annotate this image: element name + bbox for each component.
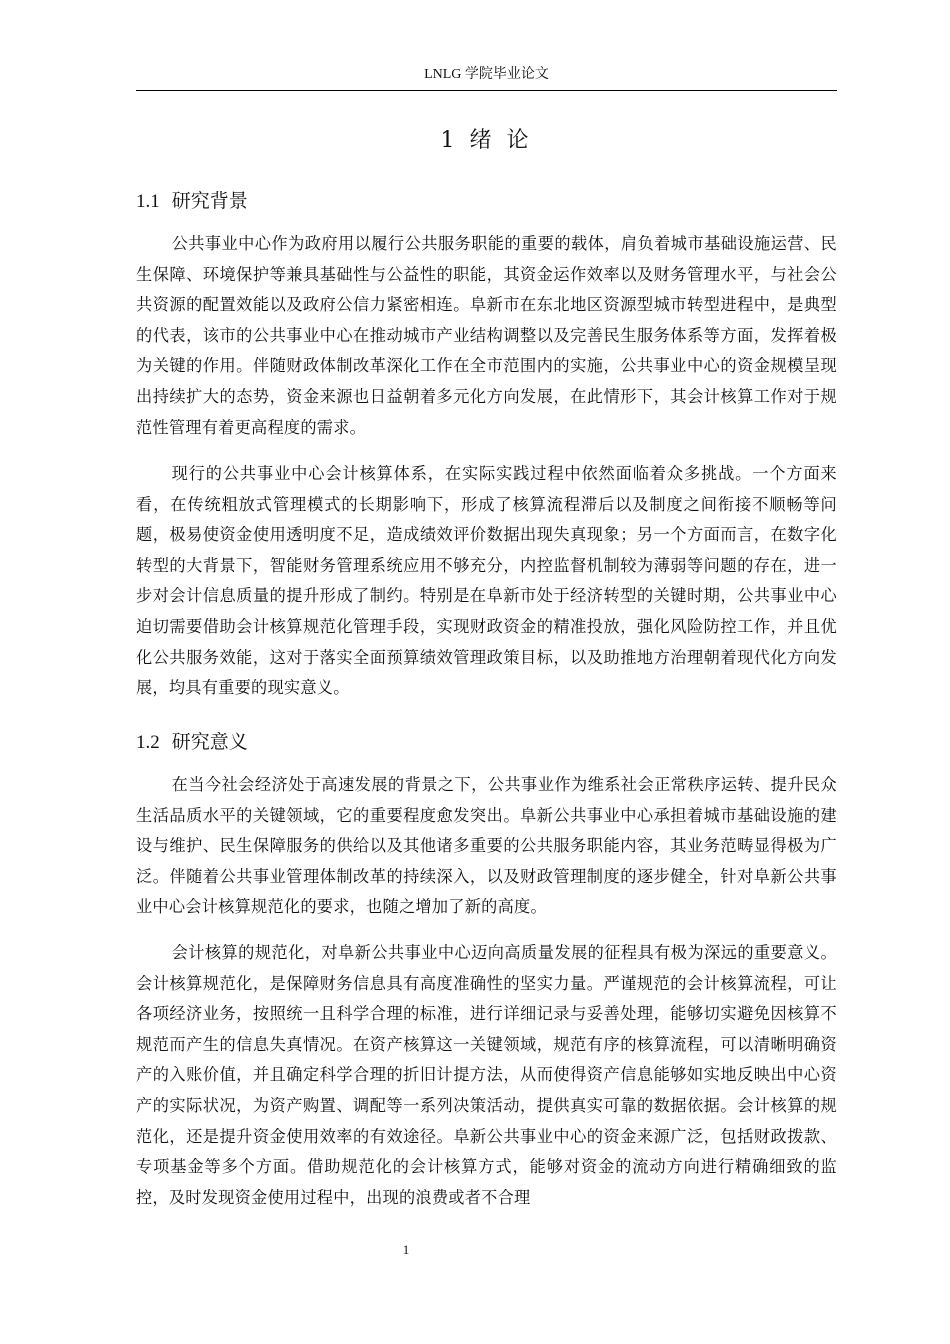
paragraph-significance-1: 在当今社会经济处于高速发展的背景之下，公共事业作为维系社会正常秩序运转、提升民众生活品质水平的关键领域，它的重要程度愈发突出。阜新公共事业中心承担着城市基础设施的建设与维护、民生保障服务的供给以及其他诸多重要的公共服务职能内容，其业务范畴显得极为广泛。伴随着公共事业管理体制改革的持续深入，以及财政管理制度的逐步健全，针对阜新公共事业中心会计核算规范化的要求，也随之增加了新的高度。: [136, 775, 837, 917]
page-number: 1: [402, 1242, 410, 1257]
section-heading-1-1: [136, 187, 248, 216]
section-heading-1-2: [136, 728, 248, 757]
running-header-title: LNLG 学院毕业论文: [424, 67, 549, 82]
section-number: 1.2: [136, 732, 160, 753]
paragraph-background-2: 现行的公共事业中心会计核算体系，在实际实践过程中依然面临着众多挑战。一个方面来看，在传统粗放式管理模式的长期影响下，形成了核算流程滞后以及制度之间衔接不顺畅等问题，极易使资金使用透明度不足，造成绩效评价数据出现失真现象；另一个方面而言，在数字化转型的大背景下，智能财务管理系统应用不够充分，内控监督机制较为薄弱等问题的存在，进一步对会计信息质量的提升形成了制约。特别是在阜新市处于经济转型的关键时期，公共事业中心迫切需要借助会计核算规范化管理手段，实现财政资金的精准投放，强化风险防控工作，并且优化公共服务效能，这对于落实全面预算绩效管理政策目标，以及助推地方治理朝着现代化方向发展，均具有重要的现实意义。: [136, 464, 837, 698]
chapter-title: 1 绪 论: [440, 128, 533, 153]
running-header: [136, 66, 837, 91]
paragraph-significance-2: 会计核算的规范化，对阜新公共事业中心迈向高质量发展的征程具有极为深远的重要意义。会计核算规范化，是保障财务信息具有高度准确性的坚实力量。严谨规范的会计核算流程，可让各项经济业务，按照统一且科学合理的标准，进行详细记录与妥善处理，能够切实避免因核算不规范而产生的信息失真情况。在资产核算这一关键领域，规范有序的核算流程，可以清晰明确资产的入账价值，并且确定科学合理的折旧计提方法，从而使得资产信息能够如实地反映出中心资产的实际状况，为资产购置、调配等一系列决策活动，提供真实可靠的数据依据。会计核算的规范化，还是提升资金使用效率的有效途径。阜新公共事业中心的资金来源广泛，包括财政拨款、专项基金等多个方面。借助规范化的会计核算方式，能够对资金的流动方向进行精确细致的监控，及时发现资金使用过程中，出现的浪费或者不合理: [136, 943, 837, 1207]
section-title: 研究背景: [171, 190, 248, 212]
section-title: 研究意义: [171, 731, 248, 753]
section-number: 1.1: [136, 191, 160, 212]
paragraph-background-1: 公共事业中心作为政府用以履行公共服务职能的重要的载体，肩负着城市基础设施运营、民生保障、环境保护等兼具基础性与公益性的职能，其资金运作效率以及财务管理水平，与社会公共资源的配置效能以及政府公信力紧密相连。阜新市在东北地区资源型城市转型进程中，是典型的代表，该市的公共事业中心在推动城市产业结构调整以及完善民生服务体系等方面，发挥着极为关键的作用。伴随财政体制改革深化工作在全市范围内的实施，公共事业中心的资金规模呈现出持续扩大的态势，资金来源也日益朝着多元化方向发展，在此情形下，其会计核算工作对于规范性管理有着更高程度的需求。: [136, 234, 837, 437]
